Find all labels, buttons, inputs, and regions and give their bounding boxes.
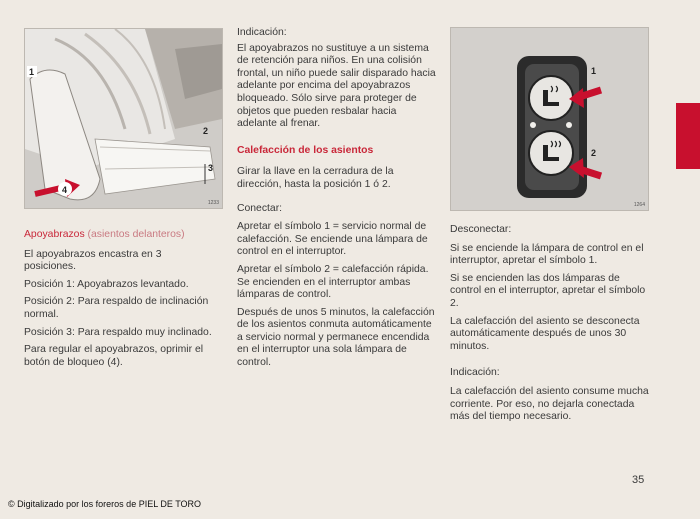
note-label: Indicación:: [450, 367, 500, 379]
left-column: [24, 229, 216, 374]
paragraph: Posición 2: Para respaldo de inclinación normal.: [24, 296, 209, 320]
switch-callouts: [451, 28, 648, 210]
figure-code: 1264: [633, 202, 645, 208]
paragraph: Si se encienden las dos lámparas de control en el interruptor, apretar el símbolo 2.: [450, 272, 646, 309]
callout-2: 2: [591, 148, 597, 158]
right-column: [450, 224, 650, 429]
figure-code: 1233: [207, 200, 219, 206]
scan-credit-footer: © Digitalizado por los foreros de PIEL DE TORO: [8, 499, 202, 509]
paragraph: Apretar el símbolo 2 = calefacción rápida. Se encienden en el interruptor ambas lámparas de control.: [237, 263, 429, 301]
page-number: 35: [632, 474, 645, 486]
callout-1: 1: [591, 66, 597, 76]
armrest-heading: Apoyabrazos: [24, 229, 85, 240]
paragraph: Apretar el símbolo 1 = servicio normal de calefacción. Se enciende una lámpara de control en el interruptor.: [237, 221, 428, 258]
armrest-callouts: [25, 29, 222, 208]
seat-heating-heading: Calefacción de los asientos: [237, 144, 374, 156]
note-text: El apoyabrazos no sustituye a un sistema de retención para niños. En una colisión frontal, un niño puede salir disparado hacia adelante por encima del apoyabrazos bloqueado. Sólo sirve para proteger de objetos que pueden resbalar hacia adelante al frenar.: [237, 42, 436, 130]
callout-1: 1: [29, 67, 35, 77]
disconnect-label: Desconectar:: [450, 224, 512, 235]
switch-illustration: [450, 27, 649, 211]
callout-2: 2: [203, 126, 209, 136]
armrest-heading-note: (asientos delanteros): [87, 229, 185, 240]
note-text: La calefacción del asiento consume mucha corriente. Por eso, no dejarla conectada más del tiempo necesario.: [450, 385, 649, 423]
paragraph: El apoyabrazos encastra en 3 posiciones.: [24, 248, 162, 273]
intro-text: Girar la llave en la cerradura de la dirección, hasta la posición 1 ó 2.: [237, 166, 394, 190]
callout-3: 3: [208, 163, 214, 173]
middle-column: [237, 27, 437, 375]
paragraph: Para regular el apoyabrazos, oprimir el botón de bloqueo (4).: [24, 344, 204, 368]
connect-label: Conectar:: [237, 202, 283, 214]
paragraph: Posición 1: Apoyabrazos levantado.: [24, 278, 189, 290]
paragraph: La calefacción del asiento se desconecta automáticamente después de unos 30 minutos.: [450, 315, 640, 352]
paragraph: Posición 3: Para respaldo muy inclinado.: [24, 326, 212, 338]
paragraph: Si se enciende la lámpara de control en el interruptor, apretar el símbolo 1.: [450, 242, 644, 267]
section-tab-marker: [676, 103, 700, 169]
paragraph: Después de unos 5 minutos, la calefacción de los asientos conmuta automáticamente a servicio normal y permanece encendida en el interruptor una sola lámpara de control.: [237, 306, 435, 369]
armrest-illustration: [24, 28, 223, 209]
note-label: Indicación:: [237, 27, 287, 38]
callout-4: 4: [62, 185, 68, 195]
